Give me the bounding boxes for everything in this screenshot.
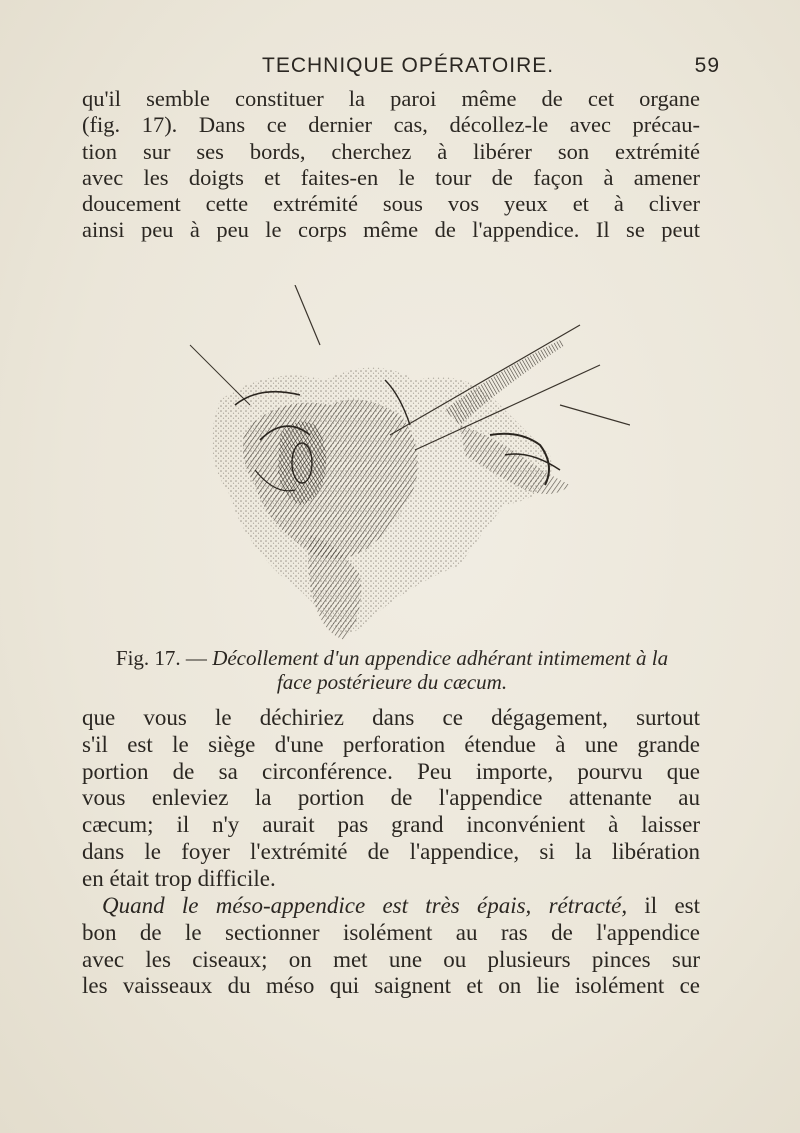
text-line: s'il est le siège d'une perforation étendue à une grande [82,731,700,757]
caption-text-line1: Décollement d'un appendice adhérant intimement à la [212,646,669,670]
caption-label: Fig. 17. — [115,646,213,670]
text-line: qu'il semble constituer la paroi même de cet organe [82,86,700,111]
text-line: tion sur ses bords, cherchez à libérer son extrémité [82,138,700,164]
text-line: cæcum; il n'y aurait pas grand inconvénient à laisser [82,812,700,838]
page-number: 59 [694,54,720,77]
text-line: bon de le sectionner isolément au ras de l'appendice [82,919,700,945]
text-line: portion de sa circonférence. Peu importe, pourvu que [82,758,700,784]
text-line: les vaisseaux du méso qui saignent et on lie isolément ce [82,973,700,999]
italic-phrase: Quand le méso-appendice est très épais, rétracté, [102,893,628,918]
text-line: ainsi peu à peu le corps même de l'appendice. Il se peut [82,217,700,243]
paragraph-top [82,86,700,244]
caption-text-line2: face postérieure du cæcum. [276,670,508,694]
text-line [82,893,700,920]
text-line: que vous le déchiriez dans ce dégagement, surtout [82,705,700,730]
paragraph-quand [82,893,700,1000]
text-line: vous enleviez la portion de l'appendice attenante au [82,785,700,811]
text-line: doucement cette extrémité sous vos yeux et à cliver [82,191,700,217]
text-line: en était trop difficile. [82,865,276,891]
paragraph-bottom [82,705,700,893]
text-line: avec les doigts et faites-en le tour de façon à amener [82,164,700,190]
running-header [80,50,720,82]
header-title: TECHNIQUE OPÉRATOIRE. [262,54,555,77]
figure-caption [82,646,702,694]
surgical-illustration [160,285,630,645]
text-line: dans le foyer l'extrémité de l'appendice, si la libération [82,838,700,864]
text-fragment: il est [627,893,700,918]
text-line: (fig. 17). Dans ce dernier cas, décollez-le avec précau- [82,112,700,138]
text-line: avec les ciseaux; on met une ou plusieurs pinces sur [82,946,700,972]
